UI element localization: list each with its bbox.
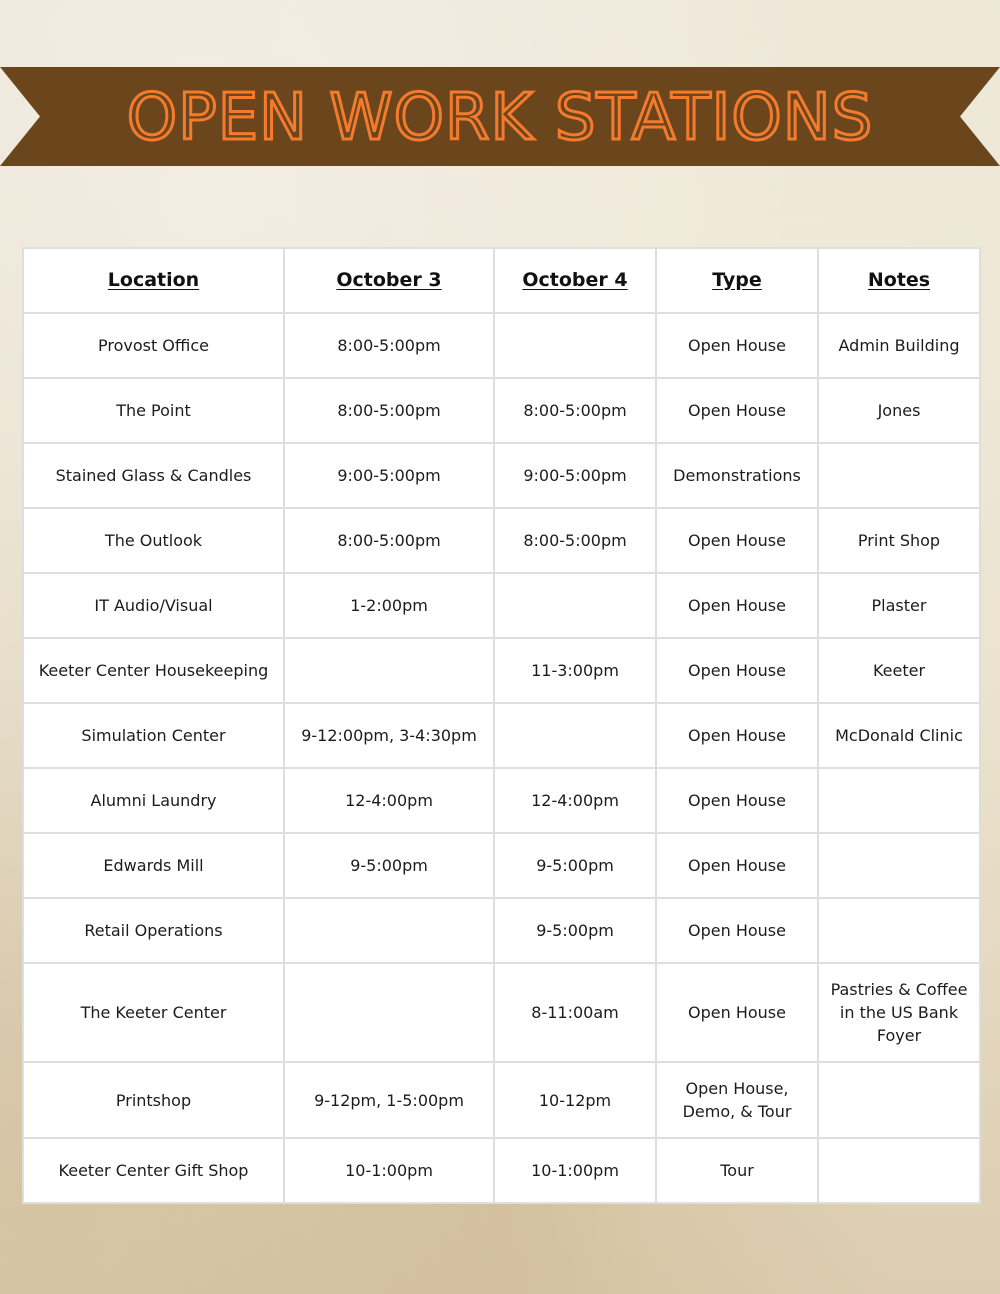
cell-type: Open House (656, 898, 818, 963)
cell-october-3: 9-12pm, 1-5:00pm (284, 1062, 494, 1138)
cell-location: IT Audio/Visual (23, 573, 284, 638)
table-row (23, 638, 980, 703)
cell-october-4: 11-3:00pm (494, 638, 656, 703)
table-row (23, 573, 980, 638)
cell-october-3: 8:00-5:00pm (284, 313, 494, 378)
cell-notes: Jones (818, 378, 980, 443)
cell-type: Open House (656, 703, 818, 768)
schedule-table (22, 247, 981, 1204)
cell-location: Provost Office (23, 313, 284, 378)
cell-notes: Pastries & Coffee in the US Bank Foyer (818, 963, 980, 1062)
cell-notes (818, 443, 980, 508)
cell-type: Open House (656, 508, 818, 573)
header-october-4: October 4 (494, 248, 656, 313)
cell-type: Open House (656, 963, 818, 1062)
table-row (23, 1062, 980, 1138)
cell-october-4 (494, 573, 656, 638)
cell-october-3: 9:00-5:00pm (284, 443, 494, 508)
cell-location: The Point (23, 378, 284, 443)
cell-october-4: 8:00-5:00pm (494, 378, 656, 443)
table-row (23, 703, 980, 768)
page-title: OPEN WORK STATIONS (126, 80, 874, 155)
cell-location: Keeter Center Gift Shop (23, 1138, 284, 1203)
table-row (23, 768, 980, 833)
cell-notes: McDonald Clinic (818, 703, 980, 768)
cell-location: Alumni Laundry (23, 768, 284, 833)
cell-location: The Outlook (23, 508, 284, 573)
cell-october-3: 9-5:00pm (284, 833, 494, 898)
cell-october-3 (284, 963, 494, 1062)
cell-notes: Admin Building (818, 313, 980, 378)
header-notes: Notes (818, 248, 980, 313)
cell-october-3: 10-1:00pm (284, 1138, 494, 1203)
cell-type: Open House (656, 638, 818, 703)
cell-october-4 (494, 313, 656, 378)
cell-october-3: 12-4:00pm (284, 768, 494, 833)
cell-october-4: 12-4:00pm (494, 768, 656, 833)
cell-october-3 (284, 638, 494, 703)
cell-notes (818, 768, 980, 833)
cell-location: Stained Glass & Candles (23, 443, 284, 508)
cell-notes (818, 1138, 980, 1203)
cell-type: Open House (656, 768, 818, 833)
cell-october-3 (284, 898, 494, 963)
cell-location: Retail Operations (23, 898, 284, 963)
header-location: Location (23, 248, 284, 313)
cell-october-3: 1-2:00pm (284, 573, 494, 638)
table-header-row (23, 248, 980, 313)
cell-october-4: 8-11:00am (494, 963, 656, 1062)
cell-notes: Plaster (818, 573, 980, 638)
header-type: Type (656, 248, 818, 313)
cell-october-4: 9-5:00pm (494, 898, 656, 963)
cell-october-4: 9-5:00pm (494, 833, 656, 898)
cell-location: Edwards Mill (23, 833, 284, 898)
cell-location: Printshop (23, 1062, 284, 1138)
title-banner (0, 67, 1000, 166)
cell-october-4: 9:00-5:00pm (494, 443, 656, 508)
cell-notes (818, 898, 980, 963)
table-row (23, 508, 980, 573)
cell-october-4: 10-1:00pm (494, 1138, 656, 1203)
schedule-table-container (22, 247, 979, 1204)
cell-location: The Keeter Center (23, 963, 284, 1062)
cell-type: Open House (656, 313, 818, 378)
cell-type: Demonstrations (656, 443, 818, 508)
cell-type: Open House, Demo, & Tour (656, 1062, 818, 1138)
cell-location: Simulation Center (23, 703, 284, 768)
cell-october-4: 8:00-5:00pm (494, 508, 656, 573)
cell-october-4 (494, 703, 656, 768)
cell-notes: Keeter (818, 638, 980, 703)
table-row (23, 963, 980, 1062)
cell-type: Open House (656, 573, 818, 638)
cell-type: Open House (656, 833, 818, 898)
cell-location: Keeter Center Housekeeping (23, 638, 284, 703)
cell-type: Tour (656, 1138, 818, 1203)
table-row (23, 833, 980, 898)
table-row (23, 898, 980, 963)
cell-october-3: 8:00-5:00pm (284, 508, 494, 573)
table-row (23, 1138, 980, 1203)
cell-october-4: 10-12pm (494, 1062, 656, 1138)
cell-october-3: 8:00-5:00pm (284, 378, 494, 443)
cell-type: Open House (656, 378, 818, 443)
cell-notes: Print Shop (818, 508, 980, 573)
cell-notes (818, 833, 980, 898)
cell-october-3: 9-12:00pm, 3-4:30pm (284, 703, 494, 768)
header-october-3: October 3 (284, 248, 494, 313)
cell-notes (818, 1062, 980, 1138)
table-row (23, 378, 980, 443)
table-row (23, 443, 980, 508)
table-row (23, 313, 980, 378)
